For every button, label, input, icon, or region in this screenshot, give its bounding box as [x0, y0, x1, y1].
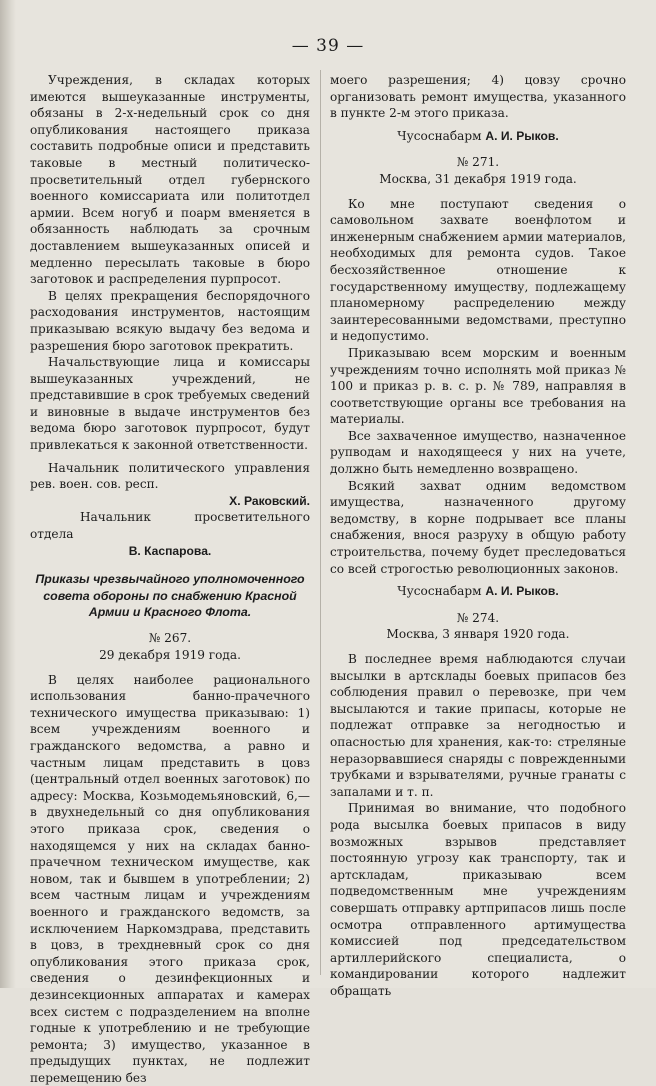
signature-name	[30, 493, 310, 510]
signature-line	[330, 128, 626, 145]
signature-title: Начальник просветительного отдела	[30, 510, 310, 542]
signature-name-text: А. И. Рыков.	[485, 128, 559, 143]
paragraph: Ко мне поступают сведения о самовольном захвате военфлотом и инженерным снабжением армии материалов, необходимых для ремонта судов. Такое бесхозяйственное отношение к государственному имуществу, подлежащему планомерному распределению между заинтересованными ведомствами, преступно и недопустимо.	[330, 196, 626, 344]
paragraph: Всякий захват одним ведомством имущества, назначенного другому ведомству, в корне подрывает все планы снабжения, внося разруху в общую работу строительства, почему будет преследоваться со всей строгостью революционных законов.	[330, 478, 626, 576]
signature-title: Начальник политического управления рев. воен. сов. респ.	[30, 460, 310, 492]
section-heading: Приказы чрезвычайного уполномоченного совета обороны по снабжению Красной Армии и Красного Флота.	[35, 572, 305, 620]
left-column	[30, 72, 310, 1086]
paragraph: В последнее время наблюдаются случаи высылки в артсклады боевых припасов без соблюдения правил о перевозке, при чем высылаются и такие припасы, которые не подлежат отправке за негодностью и опасностью для хранения, как-то: стреляные неразорвавшиеся снаряды с поврежденными трубками и взрывателями, ручные гранаты с запалами и т. п.	[330, 652, 626, 799]
paragraph: Учреждения, в складах которых имеются вышеуказанные инструменты, обязаны в 2-х-недельный срок со дня опубликования настоящего приказа составить подробные описи и представить таковые в местный политическо-просветительный отдел губернского военного комиссариата или политотдел армии. Всем ногуб и поарм вменяется в обязанность наблюдать за срочным доставлением вышеуказанных описей и медленно пересылать таковые в бюро заготовок и распределения пурпросот.	[30, 73, 310, 287]
paragraph: Приказываю всем морским и военным учреждениям точно исполнять мой приказ № 100 и приказ р. в. с. р. № 789, направляя в соответствующие органы все требования на материалы.	[330, 345, 626, 427]
signature-name	[30, 543, 310, 560]
signature-name-text: А. И. Рыков.	[485, 584, 559, 599]
signature-name-text: В. Каспарова.	[128, 543, 212, 558]
page-number: — 39 —	[291, 36, 365, 56]
paragraph: Принимая во внимание, что подобного рода высылка боевых припасов в виду возможных взрывов представляет постоянную угрозу как транспорту, так и артскладам, приказываю всем подведомственным мне учреждениям совершать отправку артприпасов лишь после осмотра отправленного артимущества комиссией под председательством артиллерийского специалиста, о командировании которого надлежит обращать	[330, 801, 626, 998]
paragraph: Все захваченное имущество, назначенное рупводам и находящееся у них на учете, должно быть немедленно возвращено.	[330, 428, 626, 477]
signature-name-text: Х. Раковский.	[229, 493, 310, 508]
signature-title: Чусоснабарм	[397, 128, 482, 143]
book-spine-shadow	[0, 0, 16, 988]
paragraph: В целях наиболее рационального использования банно-прачечного технического имущества приказываю: 1) всем учреждениям военного и гражданского ведомства, а равно и частным лицам представить в цовз (центральный отдел военных заготовок) по адресу: Москва, Козьмодемьяновский, 6,—в двухнедельный со дня опубликования этого приказа срок, сведения о находящемся у них на складах банно-прачечном техническом имуществе, как новом, так и бывшем в употреблении; 2) всем частным лицам и учреждениям военного и гражданского ведомств, за исключением Наркомздрава, представить в цовз, в трехдневный срок со дня опубликования этого приказа срок, сведения о дезинфекционных и дезинсекционных аппаратах и камерах всех систем с подразделением на вполне годные к употреблению и не требующие ремонта; 3) имущество, указанное в предыдущих пунктах, не подлежит перемещению без	[30, 672, 310, 1085]
order-date: 29 декабря 1919 года.	[99, 648, 241, 663]
signature-title: Чусоснабарм	[397, 584, 482, 599]
order-number: № 271.	[456, 155, 500, 170]
order-date: Москва, 3 января 1920 года.	[386, 627, 570, 642]
paragraph: В целях прекращения беспорядочного расходования инструментов, настоящим приказываю всякую выдачу без ведома и разрешения бюро заготовок прекратить.	[30, 288, 310, 353]
signature-line	[330, 583, 626, 600]
column-divider	[320, 70, 321, 975]
paragraph: Начальствующие лица и комиссары вышеуказанных учреждений, не представившие в срок требуемых сведений и виновные в выдаче инструментов без ведома бюро заготовок пурпросот, будут привлекаться к законной ответственности.	[30, 355, 310, 453]
right-column	[330, 72, 626, 999]
paragraph: моего разрешения; 4) цовзу срочно организовать ремонт имущества, указанного в пункте 2-м этого приказа.	[330, 73, 626, 121]
order-number: № 267.	[148, 631, 192, 646]
order-date: Москва, 31 декабря 1919 года.	[379, 171, 577, 186]
order-number: № 274.	[456, 610, 500, 625]
